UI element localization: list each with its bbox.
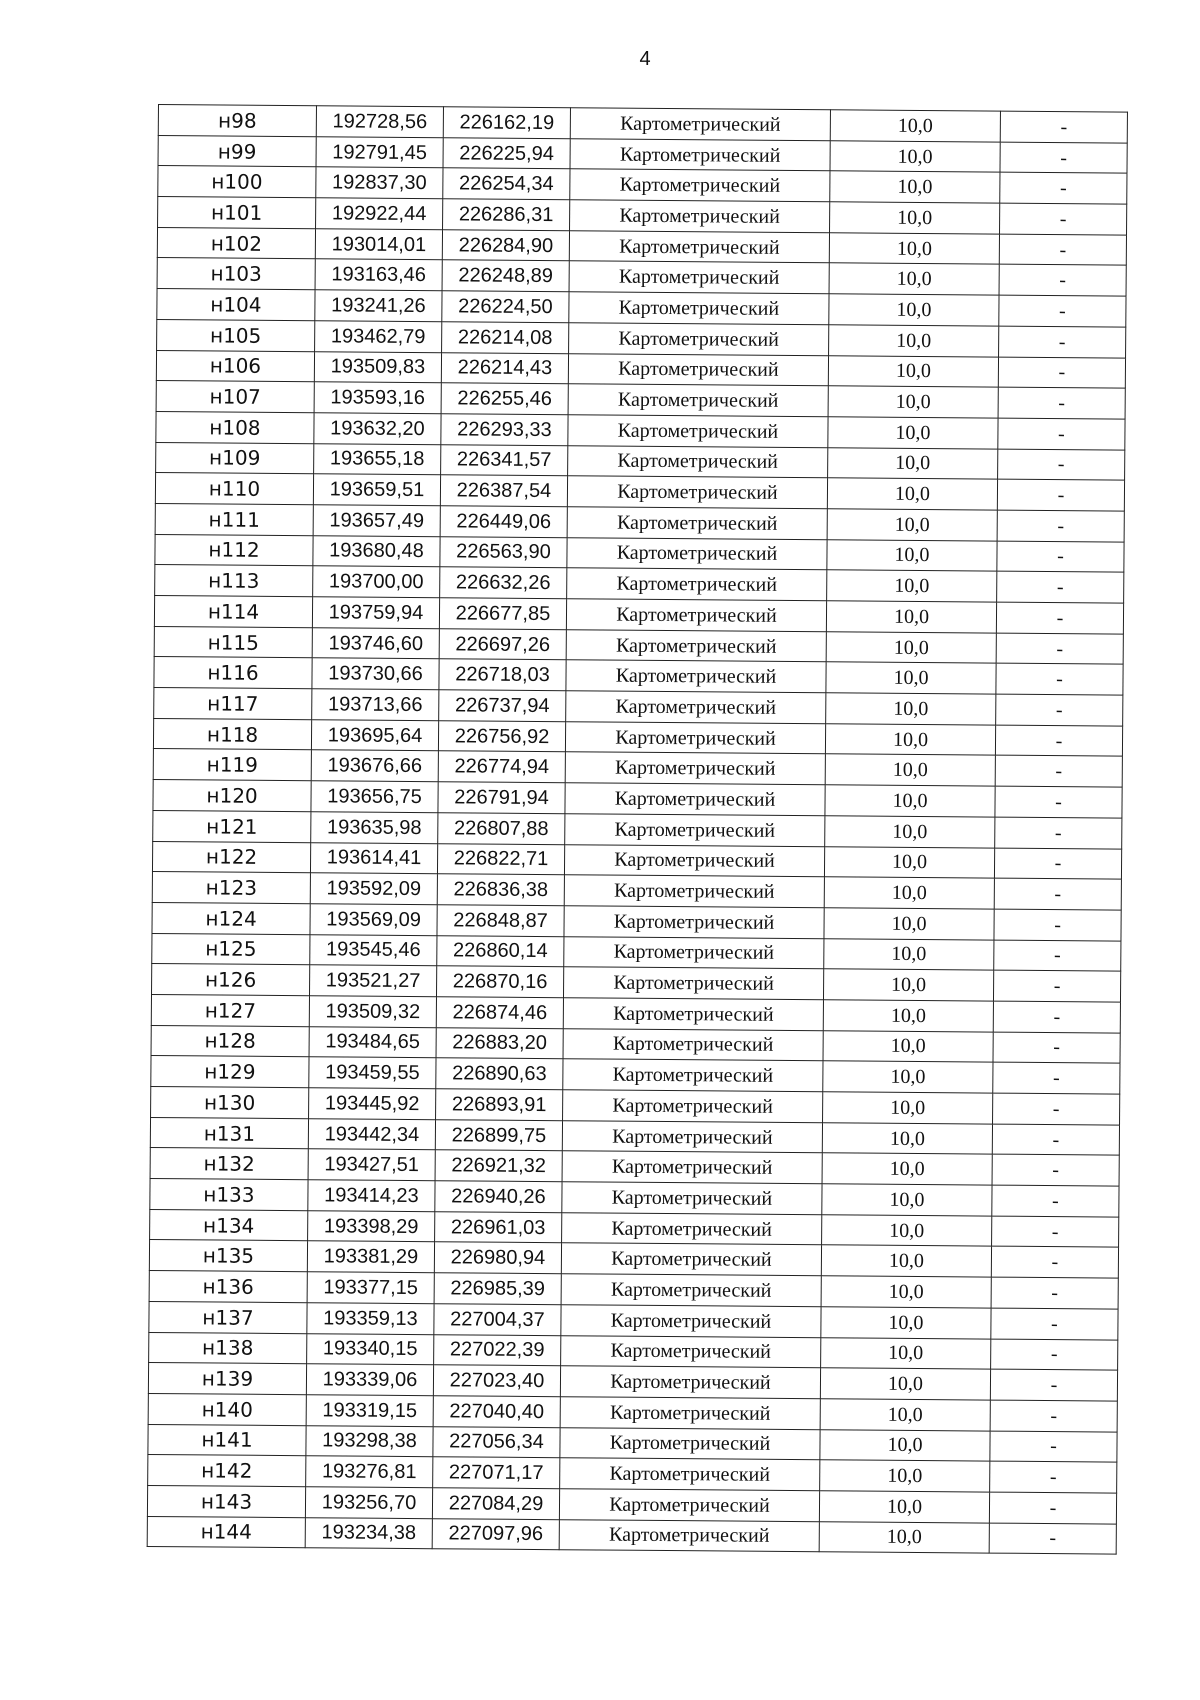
note-cell: - <box>994 878 1121 910</box>
point-id-cell: н107 <box>156 381 314 413</box>
y-coordinate-cell: 226921,32 <box>435 1150 562 1182</box>
x-coordinate-cell: 193340,15 <box>307 1333 434 1365</box>
note-cell: - <box>999 265 1126 297</box>
note-cell: - <box>994 909 1121 941</box>
note-cell: - <box>996 694 1123 726</box>
note-cell: - <box>1000 142 1127 174</box>
note-cell: - <box>998 357 1125 389</box>
point-id-cell: н118 <box>153 718 311 750</box>
point-id-cell: н138 <box>149 1332 307 1364</box>
method-cell: Картометрический <box>561 1243 821 1276</box>
y-coordinate-cell: 226162,19 <box>443 107 570 139</box>
method-cell: Картометрический <box>559 1519 819 1552</box>
x-coordinate-cell: 193319,15 <box>306 1395 433 1427</box>
y-coordinate-cell: 226860,14 <box>437 935 564 967</box>
accuracy-cell: 10,0 <box>830 110 1000 142</box>
method-cell: Картометрический <box>566 660 826 693</box>
point-id-cell: н121 <box>153 810 311 842</box>
method-cell: Картометрический <box>560 1366 820 1399</box>
point-id-cell: н100 <box>158 166 316 198</box>
method-cell: Картометрический <box>568 415 828 448</box>
x-coordinate-cell: 193592,09 <box>310 873 437 905</box>
note-cell: - <box>1000 172 1127 204</box>
accuracy-cell: 10,0 <box>827 478 997 510</box>
method-cell: Картометрический <box>568 384 828 417</box>
y-coordinate-cell: 227004,37 <box>434 1304 561 1336</box>
y-coordinate-cell: 226225,94 <box>443 137 570 169</box>
accuracy-cell: 10,0 <box>820 1368 990 1400</box>
y-coordinate-cell: 226807,88 <box>438 813 565 845</box>
x-coordinate-cell: 193635,98 <box>311 812 438 844</box>
note-cell: - <box>994 940 1121 972</box>
accuracy-cell: 10,0 <box>828 355 998 387</box>
method-cell: Картометрический <box>568 353 828 386</box>
accuracy-cell: 10,0 <box>829 325 999 357</box>
x-coordinate-cell: 193569,09 <box>310 904 437 936</box>
point-id-cell: н128 <box>151 1025 309 1057</box>
x-coordinate-cell: 193509,83 <box>314 351 441 383</box>
point-id-cell: н136 <box>149 1271 307 1303</box>
y-coordinate-cell: 227084,29 <box>432 1488 559 1520</box>
method-cell: Картометрический <box>566 691 826 724</box>
point-id-cell: н103 <box>157 258 315 290</box>
y-coordinate-cell: 226718,03 <box>439 659 566 691</box>
accuracy-cell: 10,0 <box>825 754 995 786</box>
point-id-cell: н134 <box>150 1209 308 1241</box>
y-coordinate-cell: 226774,94 <box>438 751 565 783</box>
method-cell: Картометрический <box>569 292 829 325</box>
method-cell: Картометрический <box>567 568 827 601</box>
y-coordinate-cell: 226822,71 <box>437 843 564 875</box>
point-id-cell: н123 <box>152 872 310 904</box>
y-coordinate-cell: 226248,89 <box>442 260 569 292</box>
method-cell: Картометрический <box>560 1458 820 1491</box>
x-coordinate-cell: 192791,45 <box>316 136 443 168</box>
accuracy-cell: 10,0 <box>825 785 995 817</box>
note-cell: - <box>992 1124 1119 1156</box>
y-coordinate-cell: 226756,92 <box>438 720 565 752</box>
accuracy-cell: 10,0 <box>823 1000 993 1032</box>
note-cell: - <box>992 1185 1119 1217</box>
point-id-cell: н125 <box>152 933 310 965</box>
x-coordinate-cell: 193545,46 <box>310 934 437 966</box>
y-coordinate-cell: 226677,85 <box>439 598 566 630</box>
point-id-cell: н141 <box>148 1424 306 1456</box>
x-coordinate-cell: 193339,06 <box>306 1364 433 1396</box>
method-cell: Картометрический <box>567 507 827 540</box>
point-id-cell: н110 <box>155 473 313 505</box>
y-coordinate-cell: 226874,46 <box>436 997 563 1029</box>
accuracy-cell: 10,0 <box>820 1399 990 1431</box>
accuracy-cell: 10,0 <box>824 846 994 878</box>
y-coordinate-cell: 226940,26 <box>435 1181 562 1213</box>
note-cell: - <box>995 817 1122 849</box>
x-coordinate-cell: 193746,60 <box>312 627 439 659</box>
accuracy-cell: 10,0 <box>826 601 996 633</box>
point-id-cell: н112 <box>155 534 313 566</box>
method-cell: Картометрический <box>567 476 827 509</box>
accuracy-cell: 10,0 <box>826 631 996 663</box>
x-coordinate-cell: 193632,20 <box>314 413 441 445</box>
accuracy-cell: 10,0 <box>823 1061 993 1093</box>
note-cell: - <box>991 1308 1118 1340</box>
x-coordinate-cell: 193655,18 <box>314 443 441 475</box>
point-id-cell: н115 <box>154 626 312 658</box>
note-cell: - <box>989 1523 1116 1555</box>
point-id-cell: н143 <box>147 1485 305 1517</box>
x-coordinate-cell: 193593,16 <box>314 382 441 414</box>
note-cell: - <box>995 725 1122 757</box>
y-coordinate-cell: 226737,94 <box>439 690 566 722</box>
point-id-cell: н122 <box>152 841 310 873</box>
point-id-cell: н139 <box>148 1363 306 1395</box>
point-id-cell: н98 <box>158 105 316 137</box>
accuracy-cell: 10,0 <box>825 816 995 848</box>
note-cell: - <box>996 602 1123 634</box>
accuracy-cell: 10,0 <box>819 1491 989 1523</box>
x-coordinate-cell: 192837,30 <box>316 167 443 199</box>
note-cell: - <box>996 663 1123 695</box>
accuracy-cell: 10,0 <box>823 1030 993 1062</box>
x-coordinate-cell: 193614,41 <box>310 842 437 874</box>
x-coordinate-cell: 193759,94 <box>312 597 439 629</box>
accuracy-cell: 10,0 <box>823 1092 993 1124</box>
y-coordinate-cell: 226961,03 <box>435 1211 562 1243</box>
point-id-cell: н111 <box>155 503 313 535</box>
accuracy-cell: 10,0 <box>820 1460 990 1492</box>
method-cell: Картометрический <box>570 169 830 202</box>
accuracy-cell: 10,0 <box>822 1122 992 1154</box>
x-coordinate-cell: 193700,00 <box>313 566 440 598</box>
x-coordinate-cell: 193427,51 <box>308 1149 435 1181</box>
point-id-cell: н105 <box>157 319 315 351</box>
method-cell: Картометрический <box>566 599 826 632</box>
accuracy-cell: 10,0 <box>826 693 996 725</box>
note-cell: - <box>993 1093 1120 1125</box>
x-coordinate-cell: 193656,75 <box>311 781 438 813</box>
accuracy-cell: 10,0 <box>827 539 997 571</box>
y-coordinate-cell: 226563,90 <box>440 536 567 568</box>
point-id-cell: н99 <box>158 135 316 167</box>
y-coordinate-cell: 226985,39 <box>434 1273 561 1305</box>
x-coordinate-cell: 192922,44 <box>316 198 443 230</box>
method-cell: Картометрический <box>569 261 829 294</box>
note-cell: - <box>993 1032 1120 1064</box>
y-coordinate-cell: 227071,17 <box>433 1457 560 1489</box>
note-cell: - <box>998 387 1125 419</box>
method-cell: Картометрический <box>559 1489 819 1522</box>
accuracy-cell: 10,0 <box>821 1307 991 1339</box>
point-id-cell: н119 <box>153 749 311 781</box>
y-coordinate-cell: 227097,96 <box>432 1518 559 1550</box>
accuracy-cell: 10,0 <box>827 570 997 602</box>
x-coordinate-cell: 193680,48 <box>313 535 440 567</box>
method-cell: Картометрический <box>562 1151 822 1184</box>
method-cell: Картометрический <box>570 200 830 233</box>
note-cell: - <box>993 1001 1120 1033</box>
point-id-cell: н120 <box>153 780 311 812</box>
x-coordinate-cell: 193676,66 <box>311 750 438 782</box>
point-id-cell: н104 <box>157 289 315 321</box>
method-cell: Картометрический <box>564 906 824 939</box>
x-coordinate-cell: 193241,26 <box>315 290 442 322</box>
method-cell: Картометрический <box>565 783 825 816</box>
accuracy-cell: 10,0 <box>821 1276 991 1308</box>
note-cell: - <box>997 479 1124 511</box>
y-coordinate-cell: 226697,26 <box>439 628 566 660</box>
method-cell: Картометрический <box>561 1335 821 1368</box>
accuracy-cell: 10,0 <box>830 171 1000 203</box>
note-cell: - <box>1000 111 1127 143</box>
point-id-cell: н113 <box>155 565 313 597</box>
y-coordinate-cell: 226883,20 <box>436 1027 563 1059</box>
x-coordinate-cell: 193163,46 <box>315 259 442 291</box>
x-coordinate-cell: 193445,92 <box>309 1088 436 1120</box>
note-cell: - <box>999 234 1126 266</box>
accuracy-cell: 10,0 <box>821 1337 991 1369</box>
x-coordinate-cell: 193713,66 <box>312 689 439 721</box>
x-coordinate-cell: 193695,64 <box>311 719 438 751</box>
y-coordinate-cell: 226341,57 <box>441 444 568 476</box>
note-cell: - <box>995 756 1122 788</box>
method-cell: Картометрический <box>563 967 823 1000</box>
y-coordinate-cell: 226224,50 <box>442 291 569 323</box>
point-id-cell: н106 <box>156 350 314 382</box>
method-cell: Картометрический <box>562 1212 822 1245</box>
x-coordinate-cell: 193521,27 <box>310 965 437 997</box>
accuracy-cell: 10,0 <box>823 969 993 1001</box>
y-coordinate-cell: 226870,16 <box>436 966 563 998</box>
method-cell: Картометрический <box>564 936 824 969</box>
point-id-cell: н117 <box>154 688 312 720</box>
method-cell: Картометрический <box>564 875 824 908</box>
point-id-cell: н127 <box>151 994 309 1026</box>
point-id-cell: н126 <box>152 964 310 996</box>
x-coordinate-cell: 193377,15 <box>307 1272 434 1304</box>
note-cell: - <box>997 510 1124 542</box>
y-coordinate-cell: 226387,54 <box>440 475 567 507</box>
method-cell: Картометрический <box>561 1305 821 1338</box>
y-coordinate-cell: 226284,90 <box>442 229 569 261</box>
accuracy-cell: 10,0 <box>828 447 998 479</box>
method-cell: Картометрический <box>560 1397 820 1430</box>
note-cell: - <box>999 295 1126 327</box>
note-cell: - <box>996 633 1123 665</box>
point-id-cell: н109 <box>156 442 314 474</box>
note-cell: - <box>993 970 1120 1002</box>
method-cell: Картометрический <box>563 1059 823 1092</box>
x-coordinate-cell: 193381,29 <box>307 1241 434 1273</box>
point-id-cell: н114 <box>154 595 312 627</box>
x-coordinate-cell: 193298,38 <box>306 1425 433 1457</box>
point-id-cell: н101 <box>158 197 316 229</box>
accuracy-cell: 10,0 <box>826 662 996 694</box>
note-cell: - <box>998 418 1125 450</box>
y-coordinate-cell: 226293,33 <box>441 414 568 446</box>
y-coordinate-cell: 226791,94 <box>438 782 565 814</box>
x-coordinate-cell: 193359,13 <box>307 1303 434 1335</box>
note-cell: - <box>992 1154 1119 1186</box>
point-id-cell: н129 <box>151 1056 309 1088</box>
page-number: 4 <box>639 48 651 70</box>
accuracy-cell: 10,0 <box>820 1429 990 1461</box>
note-cell: - <box>991 1247 1118 1279</box>
method-cell: Картометрический <box>565 752 825 785</box>
accuracy-cell: 10,0 <box>829 294 999 326</box>
accuracy-cell: 10,0 <box>828 417 998 449</box>
y-coordinate-cell: 227056,34 <box>433 1426 560 1458</box>
method-cell: Картометрический <box>562 1120 822 1153</box>
point-id-cell: н140 <box>148 1393 306 1425</box>
note-cell: - <box>1000 203 1127 235</box>
point-id-cell: н108 <box>156 411 314 443</box>
y-coordinate-cell: 226286,31 <box>443 199 570 231</box>
note-cell: - <box>991 1277 1118 1309</box>
note-cell: - <box>995 786 1122 818</box>
x-coordinate-cell: 193509,32 <box>309 996 436 1028</box>
method-cell: Картометрический <box>563 1090 823 1123</box>
note-cell: - <box>989 1492 1116 1524</box>
method-cell: Картометрический <box>563 998 823 1031</box>
accuracy-cell: 10,0 <box>827 509 997 541</box>
note-cell: - <box>997 541 1124 573</box>
x-coordinate-cell: 192728,56 <box>316 106 443 138</box>
method-cell: Картометрический <box>565 814 825 847</box>
y-coordinate-cell: 226449,06 <box>440 506 567 538</box>
accuracy-cell: 10,0 <box>822 1184 992 1216</box>
x-coordinate-cell: 193256,70 <box>305 1487 432 1519</box>
y-coordinate-cell: 226836,38 <box>437 874 564 906</box>
method-cell: Картометрический <box>565 721 825 754</box>
x-coordinate-cell: 193484,65 <box>309 1026 436 1058</box>
y-coordinate-cell: 226214,43 <box>441 352 568 384</box>
note-cell: - <box>990 1400 1117 1432</box>
note-cell: - <box>998 449 1125 481</box>
method-cell: Картометрический <box>563 1028 823 1061</box>
method-cell: Картометрический <box>564 844 824 877</box>
accuracy-cell: 10,0 <box>822 1214 992 1246</box>
method-cell: Картометрический <box>561 1274 821 1307</box>
y-coordinate-cell: 226254,34 <box>443 168 570 200</box>
y-coordinate-cell: 227022,39 <box>434 1334 561 1366</box>
y-coordinate-cell: 227023,40 <box>433 1365 560 1397</box>
note-cell: - <box>990 1369 1117 1401</box>
x-coordinate-cell: 193014,01 <box>315 228 442 260</box>
y-coordinate-cell: 226632,26 <box>440 567 567 599</box>
point-id-cell: н132 <box>150 1148 308 1180</box>
note-cell: - <box>991 1339 1118 1371</box>
accuracy-cell: 10,0 <box>825 724 995 756</box>
accuracy-cell: 10,0 <box>824 938 994 970</box>
note-cell: - <box>990 1431 1117 1463</box>
accuracy-cell: 10,0 <box>828 386 998 418</box>
x-coordinate-cell: 193657,49 <box>313 505 440 537</box>
point-id-cell: н102 <box>157 227 315 259</box>
method-cell: Картометрический <box>568 445 828 478</box>
method-cell: Картометрический <box>566 629 826 662</box>
method-cell: Картометрический <box>570 138 830 171</box>
accuracy-cell: 10,0 <box>829 263 999 295</box>
accuracy-cell: 10,0 <box>819 1521 989 1553</box>
method-cell: Картометрический <box>569 230 829 263</box>
accuracy-cell: 10,0 <box>824 877 994 909</box>
note-cell: - <box>997 571 1124 603</box>
y-coordinate-cell: 226255,46 <box>441 383 568 415</box>
accuracy-cell: 10,0 <box>830 140 1000 172</box>
point-id-cell: н116 <box>154 657 312 689</box>
point-id-cell: н131 <box>150 1117 308 1149</box>
x-coordinate-cell: 193414,23 <box>308 1180 435 1212</box>
point-id-cell: н133 <box>150 1179 308 1211</box>
accuracy-cell: 10,0 <box>830 202 1000 234</box>
coordinates-table <box>147 104 1128 1555</box>
accuracy-cell: 10,0 <box>824 908 994 940</box>
point-id-cell: н124 <box>152 902 310 934</box>
y-coordinate-cell: 226980,94 <box>434 1242 561 1274</box>
y-coordinate-cell: 226890,63 <box>436 1058 563 1090</box>
note-cell: - <box>994 848 1121 880</box>
coordinates-table-body <box>147 105 1127 1555</box>
note-cell: - <box>990 1461 1117 1493</box>
x-coordinate-cell: 193659,51 <box>313 474 440 506</box>
point-id-cell: н130 <box>151 1086 309 1118</box>
point-id-cell: н137 <box>149 1301 307 1333</box>
method-cell: Картометрический <box>569 323 829 356</box>
x-coordinate-cell: 193459,55 <box>309 1057 436 1089</box>
x-coordinate-cell: 193442,34 <box>308 1118 435 1150</box>
point-id-cell: н135 <box>149 1240 307 1272</box>
y-coordinate-cell: 226893,91 <box>436 1089 563 1121</box>
x-coordinate-cell: 193276,81 <box>306 1456 433 1488</box>
x-coordinate-cell: 193462,79 <box>315 321 442 353</box>
table-row <box>147 1516 1116 1554</box>
accuracy-cell: 10,0 <box>822 1153 992 1185</box>
x-coordinate-cell: 193730,66 <box>312 658 439 690</box>
method-cell: Картометрический <box>570 108 830 141</box>
point-id-cell: н142 <box>148 1455 306 1487</box>
y-coordinate-cell: 227040,40 <box>433 1396 560 1428</box>
x-coordinate-cell: 193398,29 <box>308 1210 435 1242</box>
point-id-cell: н144 <box>147 1516 305 1548</box>
accuracy-cell: 10,0 <box>821 1245 991 1277</box>
y-coordinate-cell: 226214,08 <box>442 322 569 354</box>
note-cell: - <box>993 1062 1120 1094</box>
x-coordinate-cell: 193234,38 <box>305 1517 432 1549</box>
method-cell: Картометрический <box>562 1182 822 1215</box>
y-coordinate-cell: 226899,75 <box>435 1119 562 1151</box>
accuracy-cell: 10,0 <box>829 233 999 265</box>
method-cell: Картометрический <box>567 537 827 570</box>
note-cell: - <box>992 1216 1119 1248</box>
note-cell: - <box>999 326 1126 358</box>
y-coordinate-cell: 226848,87 <box>437 905 564 937</box>
method-cell: Картометрический <box>560 1427 820 1460</box>
